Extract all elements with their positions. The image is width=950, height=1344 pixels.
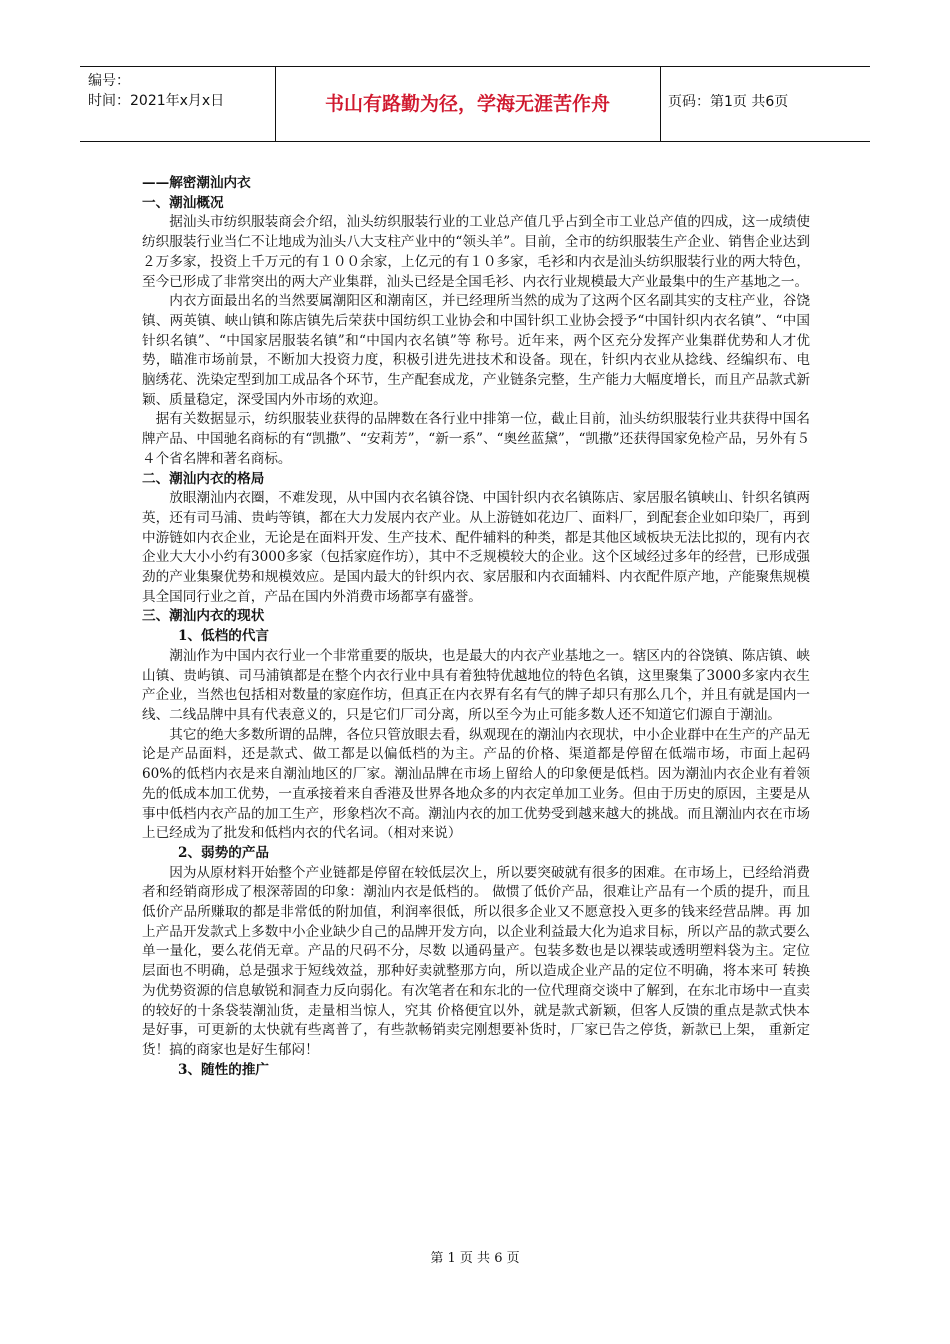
paragraph: 潮汕作为中国内衣行业一个非常重要的版块，也是最大的内衣产业基地之一。辖区内的谷饶镇、陈店镇、峡山镇、贵屿镇、司马浦镇都是在整个内衣行业中具有着独特优越地位的特色名镇，这里聚集了3000多家内衣生产企业，当然也包括相对数量的家庭作坊，但真正在内衣界有名有气的牌子却只有那么几个，并且有就是国内一线、二线品牌中具有代表意义的，只是它们厂司分离，所以至今为止可能多数人还不知道它们源自于潮汕。 (142, 647, 810, 723)
document-body (142, 174, 810, 1080)
document-title: ——解密潮汕内衣 (142, 175, 251, 191)
header-meta (88, 71, 224, 111)
page-header (80, 66, 870, 142)
subsection-heading: 2、弱势的产品 (178, 844, 270, 861)
paragraph: 其它的绝大多数所谓的品牌，各位只管放眼去看，纵观现在的潮汕内衣现状，中小企业群中在生产的产品无论是产品面料，还是款式、做工都是以偏低档的为主。产品的价格、渠道都是停留在低端市场，市面上起码60%的低档内衣是来自潮汕地区的厂家。潮汕品牌在市场上留给人的印象便是低档。因为潮汕内衣企业有着领先的低成本加工优势，一直承接着来自香港及世界各地众多的内衣定单加工业务。但由于历史的原因，主要是从事中低档内衣产品的加工生产，形象档次不高。潮汕内衣的加工优势受到越来越大的挑战。而且潮汕内衣在市场上已经成为了批发和低档内衣的代名词。（相对来说） (142, 726, 810, 842)
section-heading: 一、潮汕概况 (142, 194, 224, 211)
time-label: 时间：2021年x月x日 (88, 93, 225, 109)
paragraph: 放眼潮汕内衣圈，不难发现，从中国内衣名镇谷饶、中国针织内衣名镇陈店、家居服名镇峡山、针织名镇两英，还有司马浦、贵屿等镇，都在大力发展内衣产业。从上游链如花边厂、面料厂，到配套企业如印染厂，再到中游链如内衣企业，无论是在面料开发、生产技术、配件辅料的种类，都是其他区域板块无法比拟的，现有内衣企业大大小小约有3000多家（包括家庭作坊），其中不乏规模较大的企业。这个区域经过多年的经营，已形成强劲的产业集聚优势和规模效应。是国内最大的针织内衣、家居服和内衣面辅料、内衣配件原产地，产能聚焦规模具全国同行业之首，产品在国内外消费市场都享有盛誉。 (142, 490, 810, 605)
number-label: 编号： (88, 73, 130, 89)
section-heading: 二、潮汕内衣的格局 (142, 470, 265, 487)
paragraph: 据有关数据显示，纺织服装业获得的品牌数在各行业中排第一位，截止目前，汕头纺织服装行业共获得中国名牌产品、中国驰名商标的有“凯撒”、“安莉芳”，“新一系”、“奥丝蓝黛”，“凯撒”还获得国家免检产品，另外有５４个省名牌和著名商标。 (142, 411, 810, 467)
section-heading: 三、潮汕内衣的现状 (142, 608, 265, 625)
paragraph: 据汕头市纺织服装商会介绍，汕头纺织服装行业的工业总产值几乎占到全市工业总产值的四成，这一成绩使纺织服装行业当仁不让地成为汕头八大支柱产业中的“领头羊”。目前，全市的纺织服装生产企业、销售企业达到２万多家，投资上千万元的有１００余家，上亿元的有１０多家，毛衫和内衣是汕头纺织服装行业的两大特色，至今已形成了非常突出的两大产业集群，汕头已经是全国毛衫、内衣行业规模最大产业最集中的生产基地之一。 (142, 214, 810, 290)
subsection-heading: 3、随性的推广 (178, 1061, 270, 1078)
page-indicator: 页码：第1页 共6页 (668, 94, 789, 110)
subsection-heading: 1、低档的代言 (178, 628, 270, 645)
paragraph: 内衣方面最出名的当然要属潮阳区和潮南区，并已经理所当然的成为了这两个区名副其实的支柱产业，谷饶镇、两英镇、峡山镇和陈店镇先后荣获中国纺织工业协会和中国针织工业协会授予“中国针织内衣名镇”、“中国针织名镇”、“中国家居服装名镇”和“中国内衣名镇”等 称号。近年来，两个区充分发挥产业集群优势和人才优势，瞄准市场前景，不断加大投资力度，积极引进先进技术和设备。现在，针织内衣业从捻线、经编织布、电 脑绣花、洗染定型到加工成品各个环节，生产配套成龙，产业链条完整，生产能力大幅度增长，而且产品款式新颖、质量稳定，深受国内外市场的欢迎。 (142, 293, 810, 408)
page-footer: 第 1 页 共 6 页 (430, 1251, 520, 1266)
paragraph: 因为从原材料开始整个产业链都是停留在较低层次上，所以要突破就有很多的困难。在市场上，已经给消费者和经销商形成了根深蒂固的印象：潮汕内衣是低档的。 做惯了低价产品，很难让产品有一个质的提升，而且低价产品所赚取的都是非常低的附加值，利润率很低，所以很多企业又不愿意投入更多的钱来经营品牌。再 加上产品开发款式上多数中小企业缺少自己的品牌开发方向，以企业利益最大化为追求目标，所以产品的款式要么单一量化，要么花俏无章。产品的尺码不分，尽数 以通码量产。包装多数也是以裸装或透明塑料袋为主。定位层面也不明确，总是强求于短线效益，那种好卖就整那方向，所以造成企业产品的定位不明确，将本来可 转换为优势资源的信息敏锐和洞查力反向弱化。有次笔者在和东北的一位代理商交谈中了解到，在东北市场中一直卖的较好的十条袋装潮汕货，走量相当惊人，究其 价格便宜以外，就是款式新颖，但客人反馈的重点是款式快本是好事，可更新的太快就有些离普了，有些款畅销卖完刚想要补货时，厂家已告之停货，新款已上架， 重新定货！搞的商家也是好生郁闷！ (142, 864, 810, 1058)
header-divider (660, 67, 661, 141)
header-motto: 书山有路勤为径，学海无涯苦作舟 (324, 93, 610, 115)
